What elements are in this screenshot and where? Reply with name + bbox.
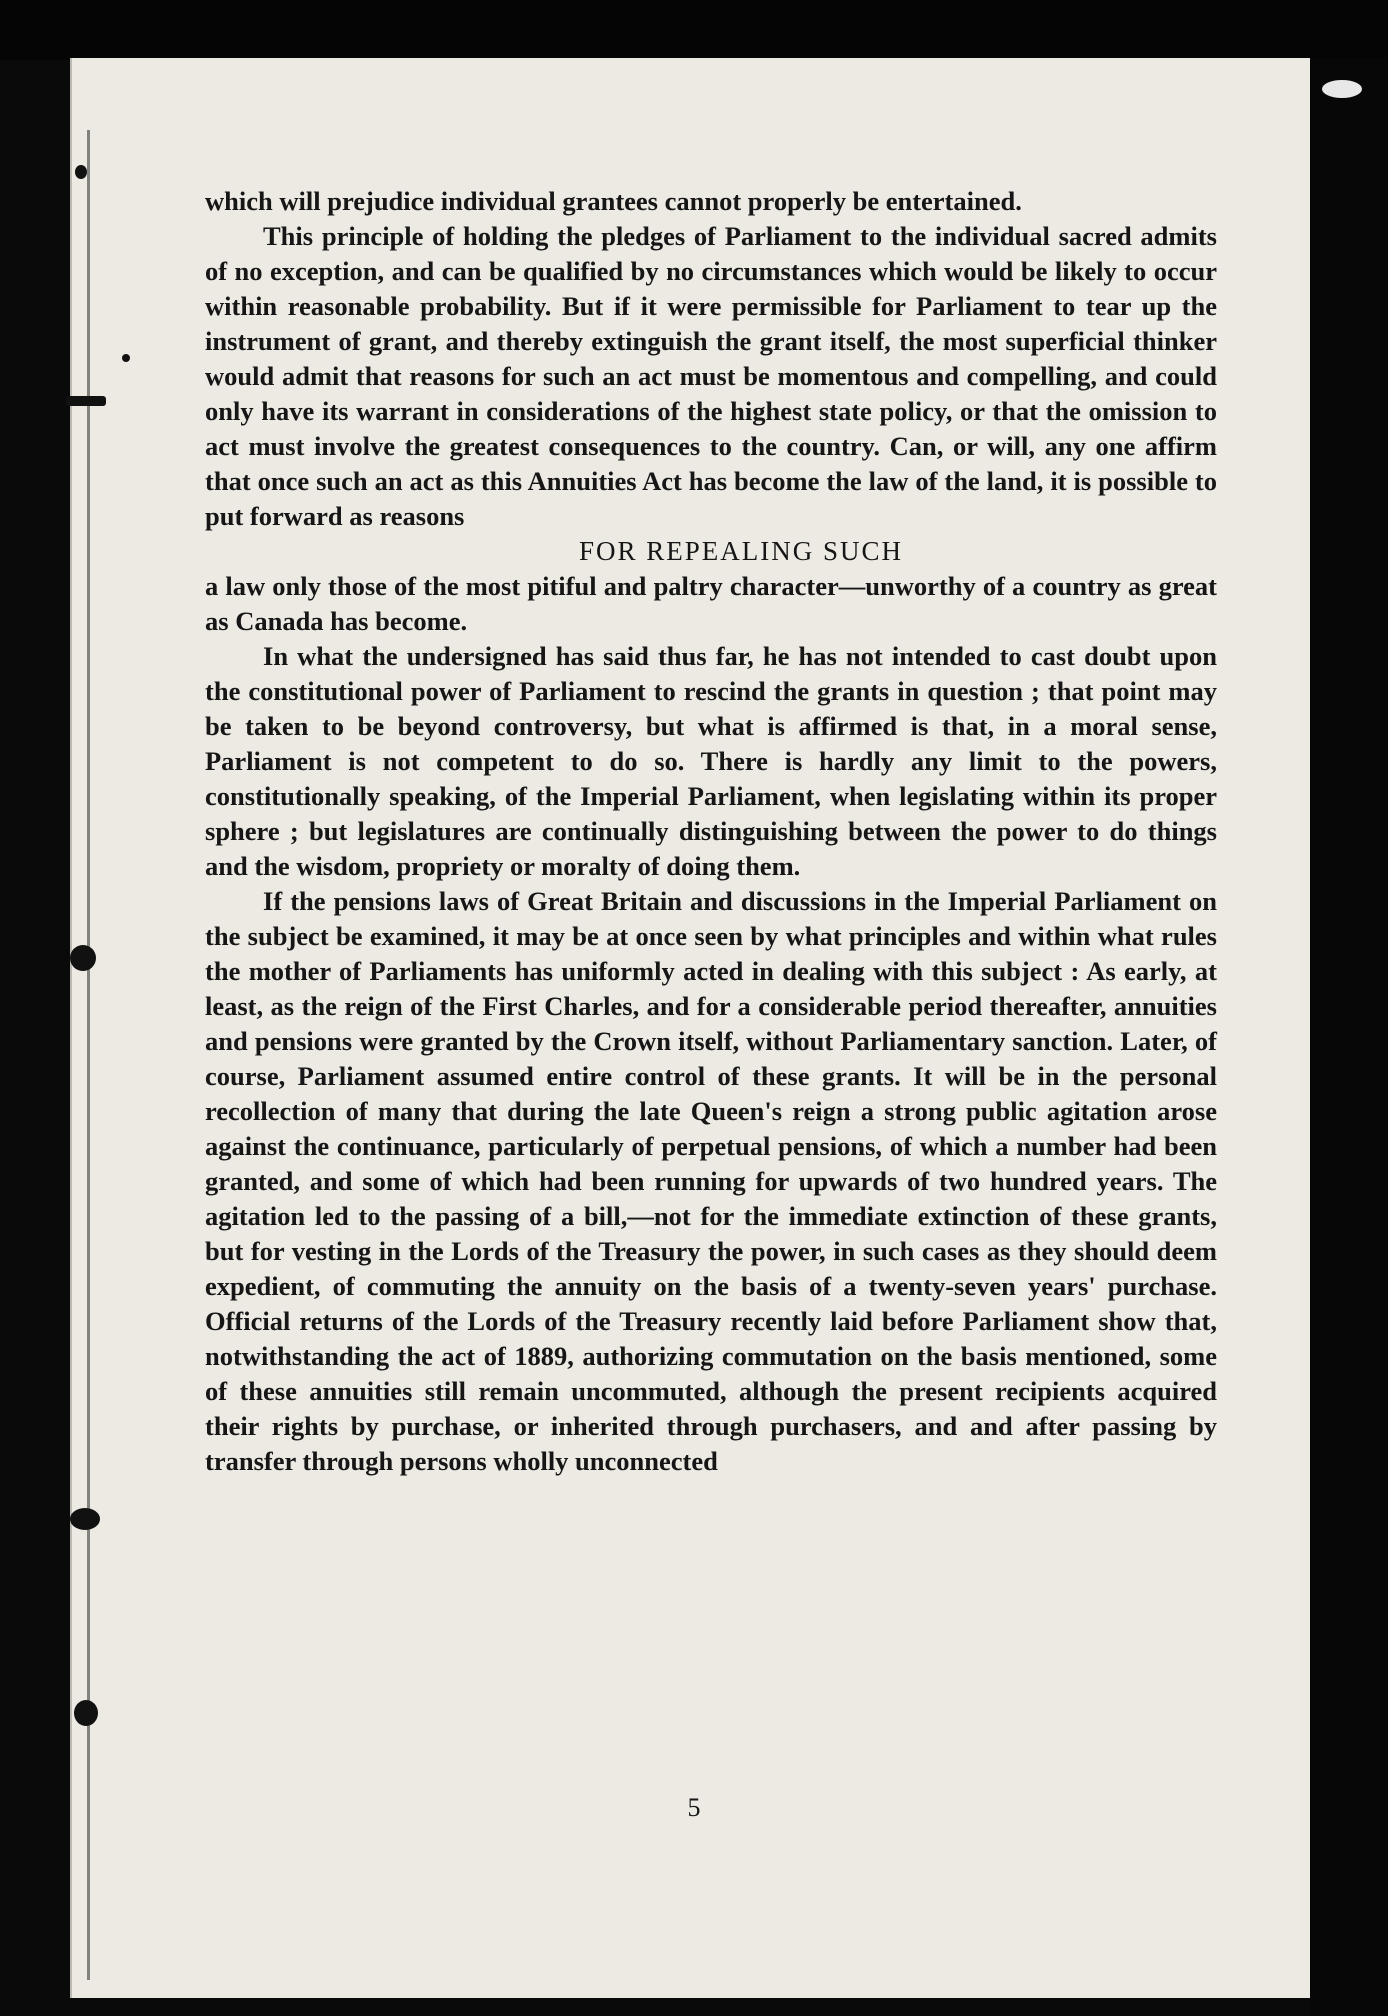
paragraph-principle: This principle of holding the pledges of Parliament to the individual sacred admits of no exception, and can be qualified by no circumstances which would be likely to occur within reasonable probability. But if it were permissible for Parliament to tear up the instrument of grant, and thereby extinguish the grant itself, the most superficial thinker would admit that reasons for such an act must be momentous and compelling, and could only have its warrant in considerations of the highest state policy, or that the omission to act must involve the greatest consequences to the country. Can, or will, any one affirm that once such an act as this Annuities Act has become the law of the land, it is possible to put forward as reasons (205, 221, 1217, 531)
scan-right-border (1310, 58, 1388, 2016)
scan-speck (1322, 80, 1362, 98)
section-heading: FOR REPEALING SUCH (578, 536, 904, 566)
scan-speck (75, 165, 87, 179)
paragraph-pensions-laws: If the pensions laws of Great Britain and discussions in the Imperial Parliament on the subject be examined, it may be at once seen by what principles and within what rules the mother of Parliaments has uniformly acted in dealing with this subject : As early, at least, as the reign of the First Charles, and for a considerable period thereafter, annuities and pensions were granted by the Crown itself, without Parliamentary sanction. Later, of course, Parliament assumed entire control of these grants. It will be in the personal recollection of many that during the late Queen's reign a strong public agitation arose against the continuance, particularly of perpetual pensions, of which a number had been granted, and some of which had been running for upwards of two hundred years. The agitation led to the passing of a bill,—not for the immediate extinction of these grants, but for vesting in the Lords of the Treasury the power, in such cases as they should deem expedient, of commuting the annuity on the basis of a twenty-seven years' purchase. Official returns of the Lords of the Treasury recently laid before Parliament show that, notwithstanding the act of 1889, authorizing commutation on the basis mentioned, some of these annuities still remain uncommuted, although the present recipients acquired their rights by purchase, or inherited through purchasers, and and after passing by transfer through persons wholly unconnected (205, 886, 1217, 1476)
scan-speck (66, 396, 106, 406)
page-number: 5 (687, 1793, 701, 1822)
scan-top-border (0, 0, 1388, 60)
body-text (205, 184, 1217, 1479)
scan-speck (122, 354, 130, 362)
paragraph-continuation: which will prejudice individual grantees cannot properly be entertained. (205, 186, 1022, 216)
paragraph-continuation-law: a law only those of the most pitiful and paltry character—unworthy of a country as great as Canada has become. (205, 571, 1217, 636)
scan-speck (70, 945, 96, 971)
scan-speck (74, 1700, 98, 1726)
paragraph-undersigned: In what the undersigned has said thus far, he has not intended to cast doubt upon the constitutional power of Parliament to rescind the grants in question ; that point may be taken to be beyond controversy, but what is affirmed is that, in a moral sense, Parliament is not competent to do so. There is hardly any limit to the powers, constitutionally speaking, of the Imperial Parliament, when legislating within its proper sphere ; but legislatures are continually distinguishing between the power to do things and the wisdom, propriety or moralty of doing them. (205, 641, 1217, 881)
scan-speck (70, 1508, 100, 1530)
